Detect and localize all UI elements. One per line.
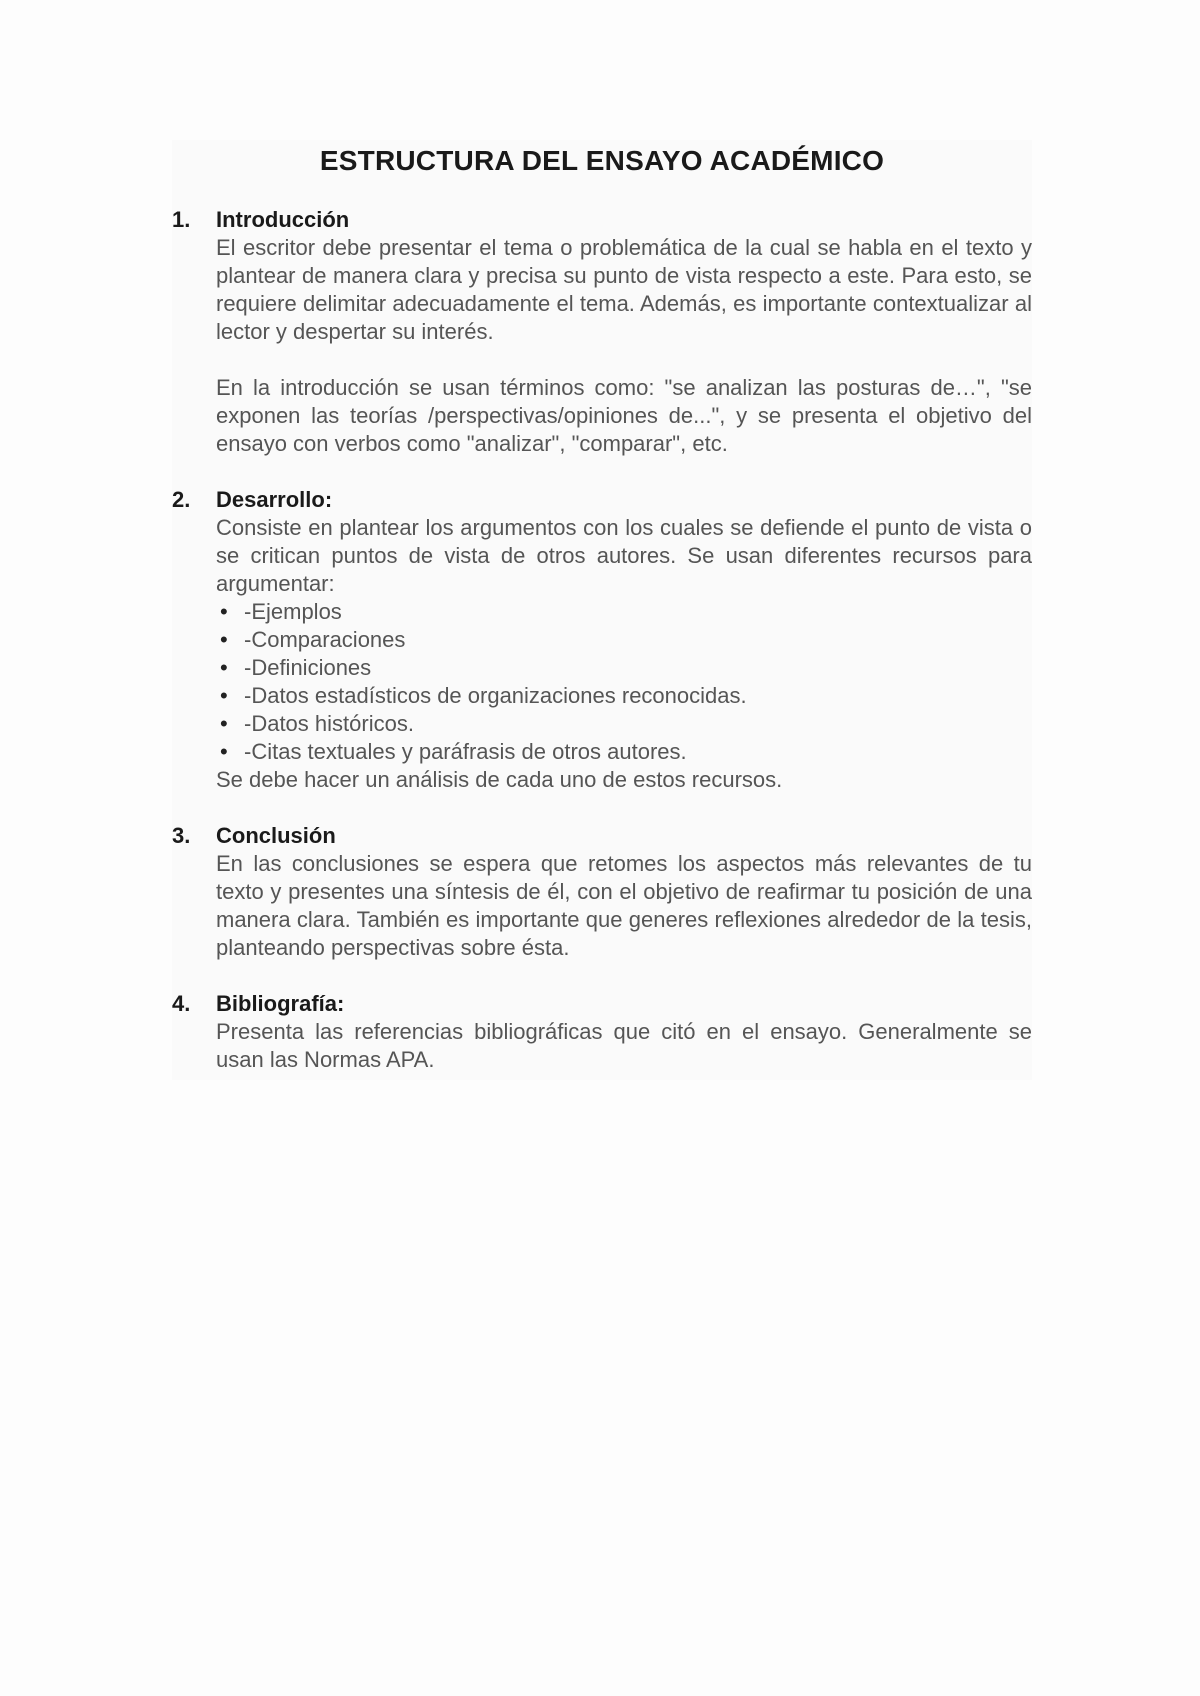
section-bibliografia [172,990,1032,1074]
list-item [216,710,1032,738]
section-paragraph: En la introducción se usan términos como: "se analizan las posturas de…", "se exponen las teorías /perspectivas/opiniones de...", y se presenta el objetivo del ensayo con verbos como "analizar", "comparar", etc. [216,375,1032,456]
section-number: 2. [172,487,191,512]
section-heading: Desarrollo: [216,487,333,512]
list-item-text: -Comparaciones [244,627,406,652]
section-desarrollo [172,486,1032,794]
section-introduccion [172,206,1032,458]
document-title: ESTRUCTURA DEL ENSAYO ACADÉMICO [319,145,885,176]
list-item-text: -Ejemplos [244,599,342,624]
bullet-icon: • [220,655,228,680]
list-item-text: -Definiciones [244,655,372,680]
section-paragraph: Se debe hacer un análisis de cada uno de estos recursos. [216,767,783,792]
list-item-text: -Datos estadísticos de organizaciones reconocidas. [244,683,747,708]
section-number: 1. [172,207,191,232]
section-number: 4. [172,991,191,1016]
section-conclusion [172,822,1032,962]
bullet-icon: • [220,711,228,736]
list-item-text: -Citas textuales y paráfrasis de otros autores. [244,739,687,764]
list-item [216,598,1032,626]
list-item [216,682,1032,710]
resource-list [216,598,1032,766]
section-heading: Introducción [216,207,350,232]
list-item [216,626,1032,654]
list-item-text: -Datos históricos. [244,711,414,736]
bullet-icon: • [220,683,228,708]
section-paragraph: Presenta las referencias bibliográficas que citó en el ensayo. Generalmente se usan las Normas APA. [216,1019,1032,1072]
section-heading: Bibliografía: [216,991,345,1016]
document-content [172,140,1032,1080]
section-paragraph: El escritor debe presentar el tema o problemática de la cual se habla en el texto y plantear de manera clara y precisa su punto de vista respecto a este. Para esto, se requiere delimitar adecuadamente el tema. Además, es importante contextualizar al lector y despertar su interés. [216,235,1032,344]
list-item [216,738,1032,766]
section-paragraph: Consiste en plantear los argumentos con los cuales se defiende el punto de vista o se critican puntos de vista de otros autores. Se usan diferentes recursos para argumentar: [216,515,1032,596]
bullet-icon: • [220,599,228,624]
section-heading: Conclusión [216,823,336,848]
bullet-icon: • [220,627,228,652]
bullet-icon: • [220,739,228,764]
section-paragraph: En las conclusiones se espera que retomes los aspectos más relevantes de tu texto y presentes una síntesis de él, con el objetivo de reafirmar tu posición de una manera clara. También es importante que generes reflexiones alrededor de la tesis, planteando perspectivas sobre ésta. [216,851,1032,960]
section-number: 3. [172,823,191,848]
list-item [216,654,1032,682]
